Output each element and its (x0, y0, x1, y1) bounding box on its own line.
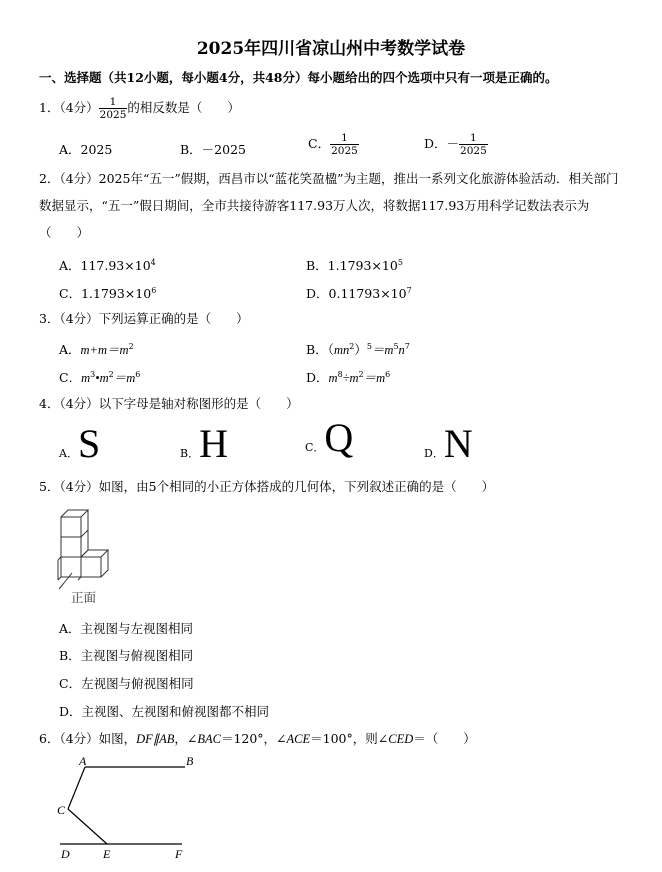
page-title: 2025年四川省凉山州中考数学试卷 (196, 39, 466, 59)
q3-c-dot: •m (95, 371, 109, 385)
point-e-label: E (103, 847, 111, 861)
q6-post: ＝（ ） (413, 731, 476, 746)
q2-option-b (306, 256, 403, 274)
q1-text: 的相反数是（ ） (127, 100, 240, 115)
q6-mid1: ，∠ (174, 731, 198, 746)
q3-d-m1: m (328, 371, 338, 385)
q3-b-exp3: 5 (393, 341, 399, 351)
q3-d-exp1: 8 (337, 369, 343, 379)
q2-option-a (59, 256, 156, 274)
q2-b-base: B．1.1793×10 (306, 258, 398, 273)
front-label: 正面 (71, 590, 97, 605)
q4-b-label: B． (180, 447, 200, 460)
front-arrow (64, 573, 72, 583)
q3-c-label: C． (59, 370, 82, 385)
question-2: 2．（4分）2025年“五一”假期，西昌市以“蓝花笑盈楹”为主题，推出一系列文化旅游体验活动．相关部门数据显示，“五一”假日期间，全市共接待游客117.93万人次，将数据117.93万用科学记数法表示为（ ） (39, 171, 619, 240)
q4-b-letter: H (199, 421, 228, 466)
q3-d-div: ÷m (342, 371, 359, 385)
cube-right-front (81, 557, 101, 577)
q2-d-base: D．0.11793×10 (306, 286, 407, 301)
q2-d-exp: 7 (406, 285, 412, 295)
q4-option-a (59, 420, 100, 467)
q3-b-eq: ＝m (371, 343, 394, 357)
q3-c-exp1: 3 (90, 369, 96, 379)
q3-a-exp: 2 (128, 341, 134, 351)
cube-middle-front (61, 537, 81, 557)
line-ce (68, 809, 107, 844)
question-5: 5．（4分）如图，由5个相同的小正方体搭成的几何体，下列叙述正确的是（ ） (39, 479, 495, 494)
q2-a-base: A．117.93×10 (59, 258, 151, 273)
q4-a-label: A． (59, 447, 78, 460)
q4-option-c (305, 414, 353, 461)
q3-b-base: mn (333, 343, 350, 357)
q6-pre: 6．（4分）如图， (39, 731, 137, 746)
q3-c-m1: m (81, 371, 91, 385)
q1-d-den: 2025 (460, 145, 487, 157)
q6-ced: CED (388, 732, 414, 746)
q3-c-exp2: 2 (108, 369, 114, 379)
q5-option-c: C．左视图与俯视图相同 (59, 676, 194, 691)
q5-option-b: B．主视图与俯视图相同 (59, 648, 194, 663)
q6-df-ab: DF∥AB (136, 732, 175, 746)
q6-bac: BAC (197, 732, 221, 746)
q1-frac-den: 2025 (99, 109, 127, 121)
q2-c-exp: 6 (151, 285, 157, 295)
q3-option-c (59, 368, 140, 386)
q6-mid3: ＝100°，则∠ (310, 731, 389, 746)
point-b-label: B (186, 754, 194, 768)
q1-option-c (308, 132, 359, 157)
q3-b-exp4: 7 (404, 341, 410, 351)
q3-d-exp3: 6 (385, 369, 391, 379)
q1-d-num: 1 (459, 132, 488, 145)
question-6 (39, 730, 476, 748)
q1-option-d-label: D．－ (424, 136, 460, 151)
q2-c-base: C．1.1793×10 (59, 286, 152, 301)
q6-ace: ACE (286, 732, 311, 746)
q3-b-exp1: 2 (349, 341, 355, 351)
q5-option-a: A．主视图与左视图相同 (59, 621, 194, 636)
q3-c-exp3: 6 (135, 369, 141, 379)
q1-fraction (99, 96, 128, 121)
question-3: 3．（4分）下列运算正确的是（ ） (39, 311, 249, 326)
q4-option-b (180, 420, 228, 467)
q4-c-letter: Q (324, 415, 354, 460)
q1-option-c-label: C． (308, 136, 331, 151)
q2-option-c (59, 284, 156, 302)
q2-b-exp: 5 (397, 257, 403, 267)
q4-d-label: D． (424, 447, 444, 460)
q3-option-b (306, 340, 410, 358)
q4-a-letter: S (77, 421, 101, 466)
q1-option-b: B．－2025 (180, 142, 246, 157)
point-d-label: D (61, 847, 70, 861)
q3-a-label: A． (59, 342, 81, 357)
q1-option-d (424, 132, 488, 157)
q1-frac-num: 1 (99, 96, 128, 109)
q4-c-label: C． (305, 441, 325, 454)
q1-c-den: 2025 (331, 145, 358, 157)
q4-d-letter: N (443, 421, 473, 466)
q1-option-a: A．2025 (59, 142, 113, 157)
point-c-label: C (57, 803, 66, 817)
line-ac (68, 767, 85, 809)
point-f-label: F (175, 847, 183, 861)
cube-top-face (61, 510, 88, 517)
question-1 (39, 96, 240, 121)
q1-number: 1．（4分） (39, 100, 99, 115)
q3-b-n: n (398, 343, 405, 357)
q4-option-d (424, 420, 473, 467)
q3-d-label: D． (306, 370, 329, 385)
section-heading: 一、选择题（共12小题，每小题4分，共48分）每小题给出的四个选项中只有一项是正确的。 (39, 70, 558, 85)
point-a-label: A (79, 754, 87, 768)
q2-a-exp: 4 (150, 257, 156, 267)
q2-option-d (306, 284, 412, 302)
q6-mid2: ＝120°，∠ (220, 731, 287, 746)
q3-option-a (59, 340, 134, 358)
q3-c-eq: ＝m (113, 371, 136, 385)
q1-c-num: 1 (330, 132, 359, 145)
q3-b-exp2: 5 (366, 341, 372, 351)
cube-top-front (61, 517, 81, 537)
q3-b-label: B．（ (306, 342, 334, 357)
q3-option-d (306, 368, 390, 386)
geometry-figure (50, 752, 210, 867)
question-4: 4．（4分）以下字母是轴对称图形的是（ ） (39, 396, 299, 411)
q3-d-eq: ＝m (363, 371, 386, 385)
q3-d-exp2: 2 (358, 369, 364, 379)
q5-option-d: D．主视图、左视图和俯视图都不相同 (59, 704, 270, 719)
q3-b-mid: ） (354, 342, 367, 357)
q3-a-expr: m+m＝m (80, 343, 129, 357)
